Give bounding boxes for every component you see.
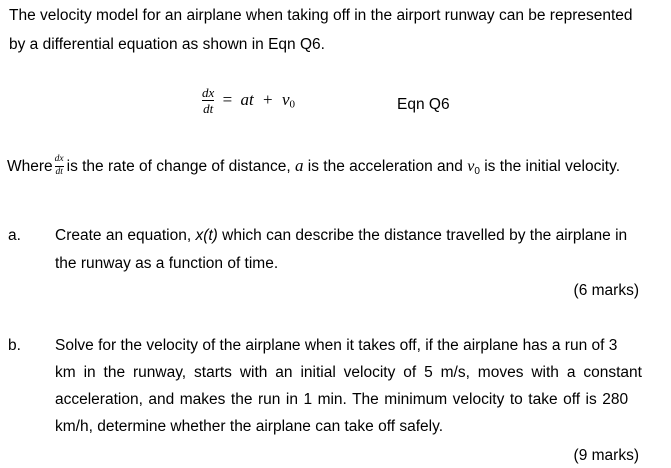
question-a-line-2: the runway as a function of time. (55, 255, 279, 272)
equation-at: at (240, 89, 254, 109)
where-a-symbol: a (294, 156, 304, 176)
equation-denominator: dt (203, 101, 214, 116)
question-a-function: x(t) (195, 227, 218, 244)
intro-line-2: by a differential equation as shown in Eqn Q6. (9, 36, 325, 53)
equation-equals: = (222, 89, 233, 109)
question-b-line-2-text: km in the runway, starts with an initial velocity of 5 m/s, moves with a constant (55, 364, 642, 381)
where-prefix: Where (7, 158, 53, 176)
equation-v: v (281, 89, 290, 109)
where-fraction-denominator: dt (55, 166, 63, 177)
where-v-subscript: 0 (474, 166, 480, 178)
where-fraction-numerator: dx (54, 154, 64, 164)
question-a-text-pre: Create an equation, (55, 227, 192, 244)
equation-fraction (202, 86, 214, 115)
question-b-line-3 (55, 391, 628, 409)
question-a-text-post: which can describe the distance travelled by the airplane in (222, 227, 628, 244)
equation-plus: + (263, 89, 273, 109)
where-text-3: is the initial velocity. (484, 158, 621, 176)
where-line (7, 156, 620, 178)
where-text-1: is the rate of change of distance, (66, 158, 291, 176)
question-b-line-2 (55, 364, 642, 382)
question-b-line-4: km/h, determine whether the airplane can take off safely. (55, 418, 443, 435)
question-b-label: b. (8, 337, 21, 354)
equation-v-subscript: 0 (289, 98, 295, 111)
equation-numerator: dx (202, 85, 215, 100)
where-v-symbol: v (467, 158, 475, 176)
question-b-marks: (9 marks) (573, 447, 639, 464)
question-a-marks: (6 marks) (573, 282, 639, 299)
question-b-line-1: Solve for the velocity of the airplane when it takes off, if the airplane has a run of 3 (55, 337, 618, 354)
equation-label: Eqn Q6 (397, 96, 450, 113)
intro-line-1: The velocity model for an airplane when taking off in the airport runway can be represented (9, 7, 633, 24)
question-a-label: a. (8, 227, 21, 244)
question-a-line-1 (55, 227, 627, 245)
equation (202, 86, 295, 115)
where-fraction (55, 155, 64, 177)
where-text-2: is the acceleration and (307, 158, 463, 176)
question-b-line-3-text: acceleration, and makes the run in 1 min. The minimum velocity to take off is 280 (55, 391, 629, 408)
